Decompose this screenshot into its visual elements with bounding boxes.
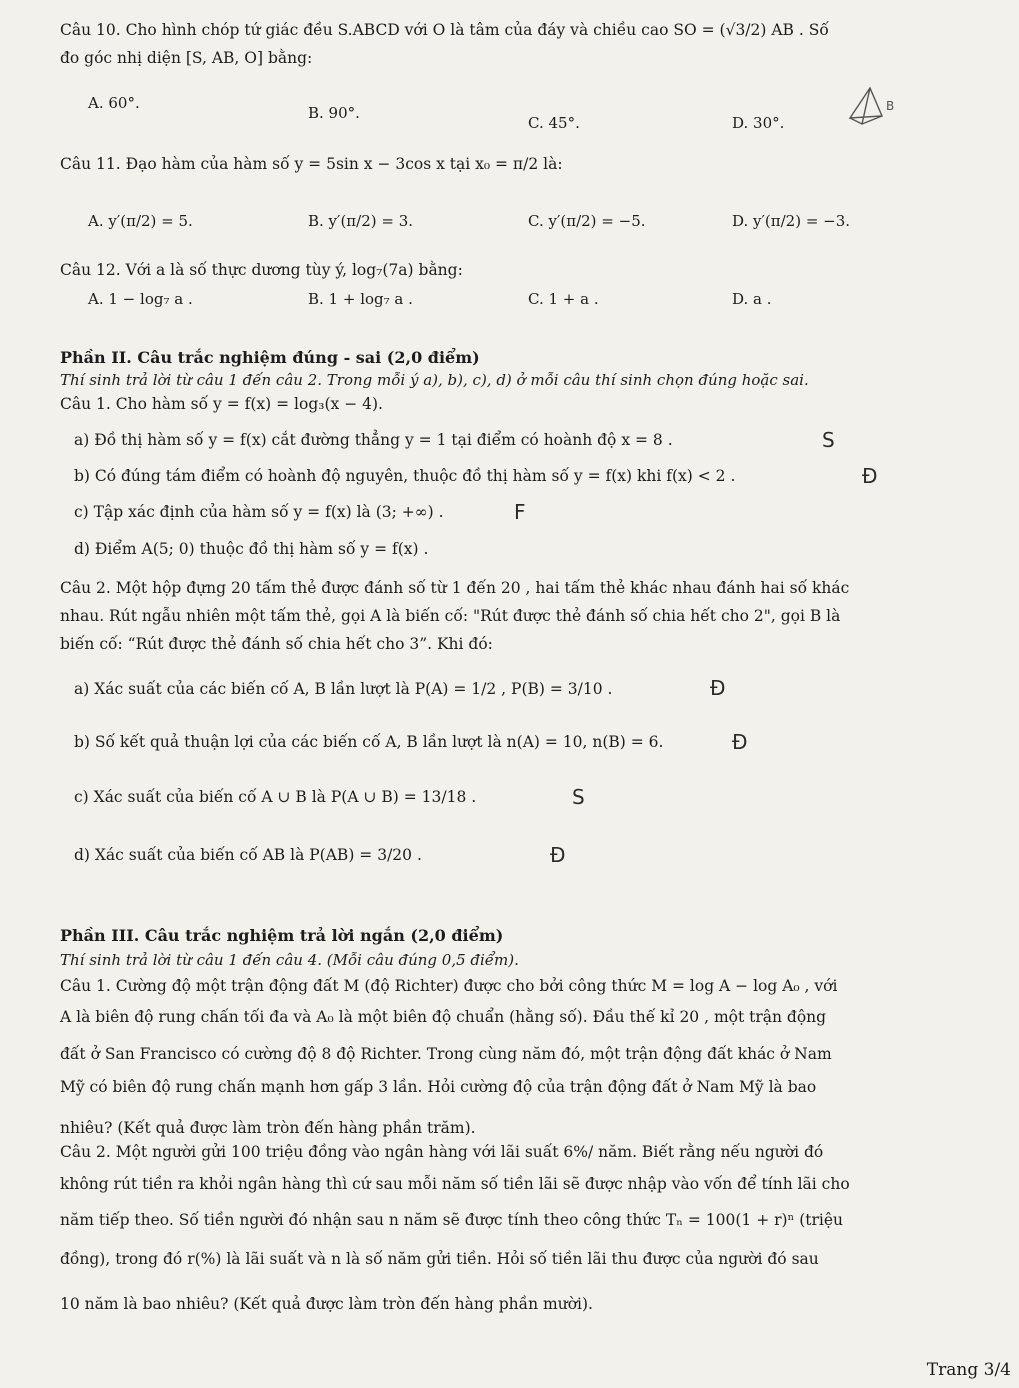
page-number: Trang 3/4 [926,1360,1011,1380]
part3-c2-line: không rút tiền ra khỏi ngân hàng thì cứ sau mỗi năm số tiền lãi sẽ được nhập vào vốn để tính lãi cho [60,1175,850,1193]
part2-c1-b: b) Có đúng tám điểm có hoành độ nguyên, thuộc đồ thị hàm số y = f(x) khi f(x) < 2 . [74,467,736,485]
q12-stem: Câu 12. Với a là số thực dương tùy ý, log₇(7a) bằng: [60,261,463,279]
q10-option-d: D. 30°. [732,114,785,132]
part3-c1-line: nhiêu? (Kết quả được làm tròn đến hàng phần trăm). [60,1119,476,1137]
pyramid-sketch-icon [838,80,898,140]
part2-c2-d: d) Xác suất của biến cố AB là P(AB) = 3/20 . [74,846,422,864]
answer-mark: Đ [550,843,566,867]
part2-c2-b: b) Số kết quả thuận lợi của các biến cố A, B lần lượt là n(A) = 10, n(B) = 6. [74,733,664,751]
q11-stem: Câu 11. Đạo hàm của hàm số y = 5sin x − 3cos x tại x₀ = π/2 là: [60,155,563,173]
q11-option-a: A. y′(π/2) = 5. [88,212,193,230]
part2-c1-stem: Câu 1. Cho hàm số y = f(x) = log₃(x − 4). [60,395,383,413]
part2-instruction: Thí sinh trả lời từ câu 1 đến câu 2. Trong mỗi ý a), b), c), d) ở mỗi câu thí sinh chọn đúng hoặc sai. [60,371,809,389]
part2-c2-stem3: biến cố: “Rút được thẻ đánh số chia hết cho 3”. Khi đó: [60,635,493,653]
q10-option-a: A. 60°. [88,94,140,112]
part2-c1-d: d) Điểm A(5; 0) thuộc đồ thị hàm số y = f(x) . [74,540,429,558]
part2-c2-c: c) Xác suất của biến cố A ∪ B là P(A ∪ B) = 13/18 . [74,788,477,806]
part3-c1-line: đất ở San Francisco có cường độ 8 độ Richter. Trong cùng năm đó, một trận động đất khác ở Nam [60,1045,832,1063]
q11-option-d: D. y′(π/2) = −3. [732,212,851,230]
part2-c2-stem1: Câu 2. Một hộp đựng 20 tấm thẻ được đánh số từ 1 đến 20 , hai tấm thẻ khác nhau đánh hai số khác [60,579,850,597]
part3-c2-line: năm tiếp theo. Số tiền người đó nhận sau n năm sẽ được tính theo công thức Tₙ = 100(1 + r)ⁿ (triệu [60,1211,844,1229]
q12-option-a: A. 1 − log₇ a . [88,290,193,308]
part2-title: Phần II. Câu trắc nghiệm đúng - sai (2,0 điểm) [60,348,480,367]
part2-c1-c: c) Tập xác định của hàm số y = f(x) là (3; +∞) . [74,503,444,521]
answer-mark: S [572,785,585,809]
answer-mark: Đ [862,464,878,488]
part3-c1-line: A là biên độ rung chấn tối đa và A₀ là một biên độ chuẩn (hằng số). Đầu thế kỉ 20 , một trận động [60,1008,827,1026]
part3-title: Phần III. Câu trắc nghiệm trả lời ngắn (2,0 điểm) [60,926,504,945]
q10-option-b: B. 90°. [308,104,360,122]
q11-option-c: C. y′(π/2) = −5. [528,212,646,230]
part2-c2-stem2: nhau. Rút ngẫu nhiên một tấm thẻ, gọi A là biến cố: "Rút được thẻ đánh số chia hết cho 2", gọi B là [60,607,841,625]
q11-option-b: B. y′(π/2) = 3. [308,212,414,230]
part2-c1-a: a) Đồ thị hàm số y = f(x) cắt đường thẳng y = 1 tại điểm có hoành độ x = 8 . [74,431,673,449]
part3-c2-line: Câu 2. Một người gửi 100 triệu đồng vào ngân hàng với lãi suất 6%/ năm. Biết rằng nếu người đó [60,1143,824,1161]
part3-c2-line: 10 năm là bao nhiêu? (Kết quả được làm tròn đến hàng phần mười). [60,1295,593,1313]
answer-mark: F [514,500,526,524]
q10-line1: Câu 10. Cho hình chóp tứ giác đều S.ABCD với O là tâm của đáy và chiều cao SO = (√3/2) AB . Số [60,21,829,39]
answer-mark: Đ [710,676,726,700]
part3-c2-line: đồng), trong đó r(%) là lãi suất và n là số năm gửi tiền. Hỏi số tiền lãi thu được của người đó sau [60,1250,819,1268]
q12-option-d: D. a . [732,290,772,308]
answer-mark: Đ [732,730,748,754]
q10-line2: đo góc nhị diện [S, AB, O] bằng: [60,49,313,67]
q12-option-b: B. 1 + log₇ a . [308,290,413,308]
part3-c1-line: Mỹ có biên độ rung chấn mạnh hơn gấp 3 lần. Hỏi cường độ của trận động đất ở Nam Mỹ là bao [60,1078,817,1096]
part3-c1-line: Câu 1. Cường độ một trận động đất M (độ Richter) được cho bởi công thức M = log A − log A₀ , với [60,977,838,995]
answer-mark: S [822,428,835,452]
part2-c2-a: a) Xác suất của các biến cố A, B lần lượt là P(A) = 1/2 , P(B) = 3/10 . [74,680,613,698]
part3-instruction: Thí sinh trả lời từ câu 1 đến câu 4. (Mỗi câu đúng 0,5 điểm). [60,951,519,969]
q12-option-c: C. 1 + a . [528,290,599,308]
svg-text:B: B [886,99,895,113]
q10-option-c: C. 45°. [528,114,580,132]
